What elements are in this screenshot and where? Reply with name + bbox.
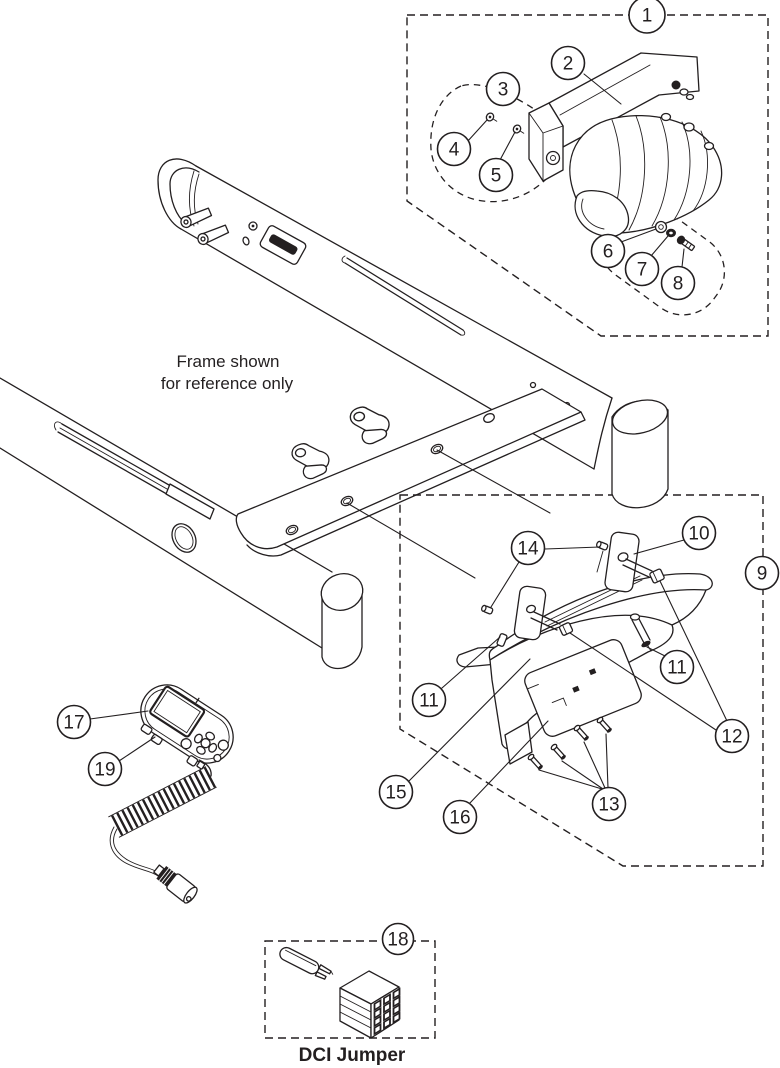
- jumper-pin: [278, 945, 335, 982]
- svg-text:17: 17: [63, 712, 85, 734]
- callout-4: [438, 133, 471, 166]
- callout-13: [593, 788, 626, 821]
- callout-11-right: [661, 651, 694, 684]
- svg-text:4: 4: [448, 139, 460, 161]
- callout-2: [552, 47, 585, 80]
- dci-connector-block: [340, 971, 400, 1038]
- svg-text:3: 3: [497, 79, 509, 101]
- callout-14: [512, 532, 545, 565]
- svg-text:11: 11: [419, 690, 439, 712]
- svg-text:18: 18: [387, 929, 409, 951]
- svg-text:19: 19: [94, 759, 116, 781]
- screw-item-14: [596, 541, 608, 551]
- svg-text:10: 10: [688, 523, 710, 545]
- bolt-item-8: [675, 234, 696, 252]
- callout-16: [444, 801, 477, 834]
- svg-text:11: 11: [667, 657, 687, 679]
- svg-text:9: 9: [756, 563, 768, 585]
- callout-7: [626, 253, 659, 286]
- frame-note: [161, 352, 294, 393]
- svg-text:Frame shown: Frame shown: [176, 352, 280, 371]
- callout-10: [683, 517, 716, 550]
- callout-12: [716, 720, 749, 753]
- joystick-remote: [109, 673, 244, 905]
- frame-drawing: [0, 159, 671, 669]
- jumper-caption: DCI Jumper: [298, 1045, 406, 1066]
- callout-11-left: [413, 684, 446, 717]
- callout-9: [746, 557, 779, 590]
- svg-text:12: 12: [721, 726, 743, 748]
- svg-text:6: 6: [602, 241, 614, 263]
- washer-item-6: [656, 222, 667, 233]
- motor-mount-clamp: [291, 440, 331, 480]
- callout-17: [58, 706, 91, 739]
- screw-item-4: [485, 112, 499, 125]
- callout-5: [480, 159, 513, 192]
- coiled-cable: [109, 760, 217, 876]
- dci-jumper-box: [265, 941, 435, 1038]
- svg-text:16: 16: [449, 807, 471, 829]
- svg-text:1: 1: [641, 5, 653, 27]
- callout-3: [487, 73, 520, 106]
- callout-15: [380, 776, 413, 809]
- motor-assembly: [529, 53, 722, 237]
- svg-text:for reference only: for reference only: [160, 374, 294, 393]
- callout-18: [383, 924, 414, 955]
- serial-label-plate: [259, 224, 307, 265]
- callout-1: [629, 0, 665, 33]
- callout-19: [89, 753, 122, 786]
- svg-text:8: 8: [672, 273, 684, 295]
- svg-text:14: 14: [517, 538, 539, 560]
- svg-text:13: 13: [598, 794, 620, 816]
- svg-text:2: 2: [562, 53, 574, 75]
- callout-6: [592, 235, 625, 268]
- callout-8: [662, 267, 695, 300]
- xlr-connector: [151, 861, 200, 905]
- motor-assembly-box: [407, 15, 768, 336]
- svg-text:7: 7: [636, 259, 648, 281]
- svg-text:5: 5: [490, 165, 502, 187]
- svg-text:15: 15: [385, 782, 407, 804]
- motor-mount-clamp: [349, 404, 391, 446]
